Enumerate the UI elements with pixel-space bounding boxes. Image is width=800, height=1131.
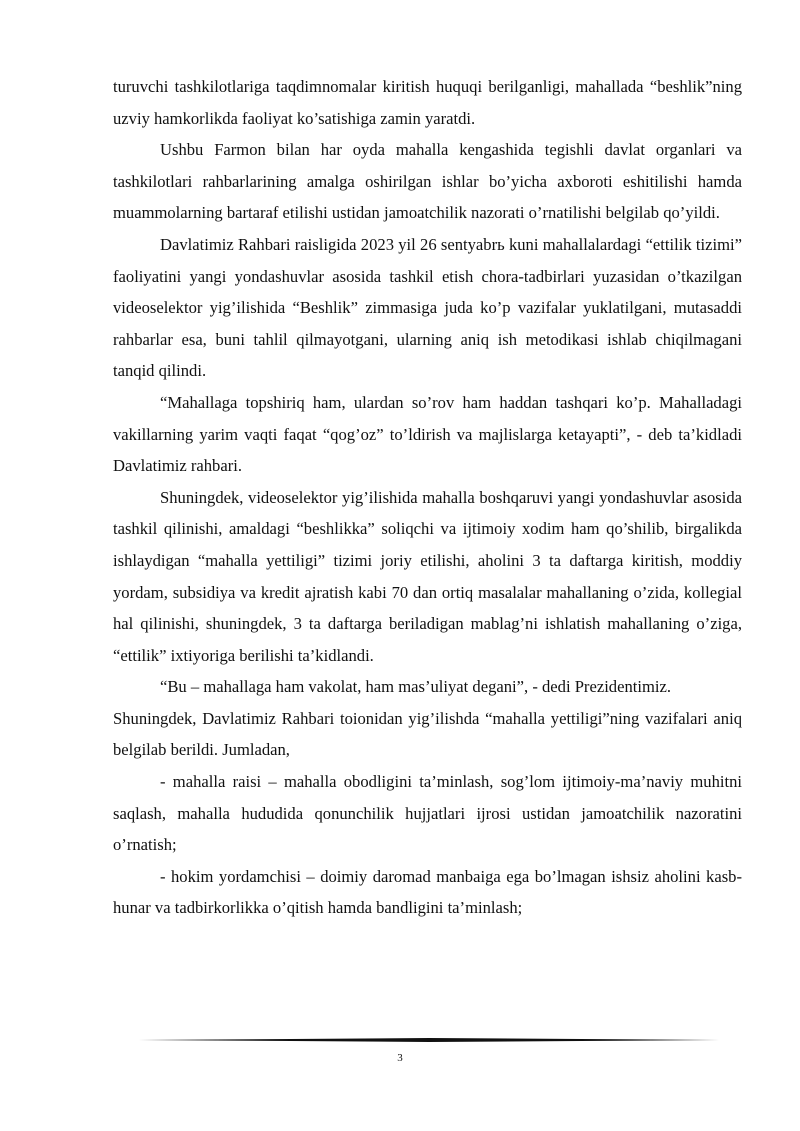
paragraph-6: “Bu – mahallaga ham vakolat, ham mas’uliyat degani”, - dedi Prezidentimiz. [160,677,672,697]
paragraph-5: Shuningdek, videoselektor yig’ilishida mahalla boshqaruvi yangi yondashuvlar asosida tashkil qilinishi, amaldagi “beshlikka” soliqchi va ijtimoiy xodim ham qo’shilib, birgalikda ishlaydigan “mahalla yettiligi” tizimi joriy etilishi, aholini 3 ta daftarga kiritish, moddiy yordam, subsidiya va kredit ajratish kabi 70 dan ortiq masalalar mahallaning o’zida, kollegial hal qilinishi, shuningdek, 3 ta daftarga beriladigan mablag’ni ishlatish mahallaning o’ziga, “ettilik” ixtiyoriga berilishi ta’kidlandi. [113,487,742,665]
paragraph-9: - hokim yordamchisi – doimiy daromad manbaiga ega bo’lmagan ishsiz aholini kasb-hunar va tadbirkorlikka o’qitish hamda bandligini ta’minlash; [113,866,742,918]
paragraph-3: Davlatimiz Rahbari raisligida 2023 yil 26 sentyabrь kuni mahallalardagi “ettilik tizimi” faoliyatini yangi yondashuvlar asosida tashkil etish chora-tadbirlari yuzasidan o’tkazilgan videoselektor yig’ilishida “Beshlik” zimmasiga juda ko’p vazifalar yuklatilgani, mutasaddi rahbarlar esa, buni tahlil qilmayotgani, ularning aniq ish metodikasi ishlab chiqilmagani tanqid qilindi. [113,234,742,381]
paragraph-1: turuvchi tashkilotlariga taqdimnomalar kiritish huquqi berilganligi, mahallada “beshlik”ning uzviy hamkorlikda faoliyat ko’satishiga zamin yaratdi. [113,77,742,128]
page-number: 3 [397,1052,403,1064]
paragraph-8: - mahalla raisi – mahalla obodligini ta’minlash, sog’lom ijtimoiy-ma’naviy muhitni saqlash, mahalla hududida qonunchilik hujjatlari ijrosi ustidan jamoatchilik nazoratini o’rnatish; [113,772,742,855]
paragraph-2: Ushbu Farmon bilan har oyda mahalla kengashida tegishli davlat organlari va tashkilotlari rahbarlarining amalga oshirilgan ishlar bo’yicha axboroti eshitilishi hamda muammolarning bartaraf etilishi ustidan jamoatchilik nazorati o’rnatilishi belgilab qo’yildi. [113,140,742,223]
body-text [113,71,742,924]
paragraph-4: “Mahallaga topshiriq ham, ulardan so’rov ham haddan tashqari ko’p. Mahalladagi vakillarning yarim vaqti faqat “qog’oz” to’ldirish va majlislarga ketayapti”, - deb ta’kidladi Davlatimiz rahbari. [113,392,742,476]
footer-rule [139,1038,719,1042]
paragraph-7: Shuningdek, Davlatimiz Rahbari toionidan yig’ilishda “mahalla yettiligi”ning vazifalari aniq belgilab berildi. Jumladan, [113,708,742,760]
